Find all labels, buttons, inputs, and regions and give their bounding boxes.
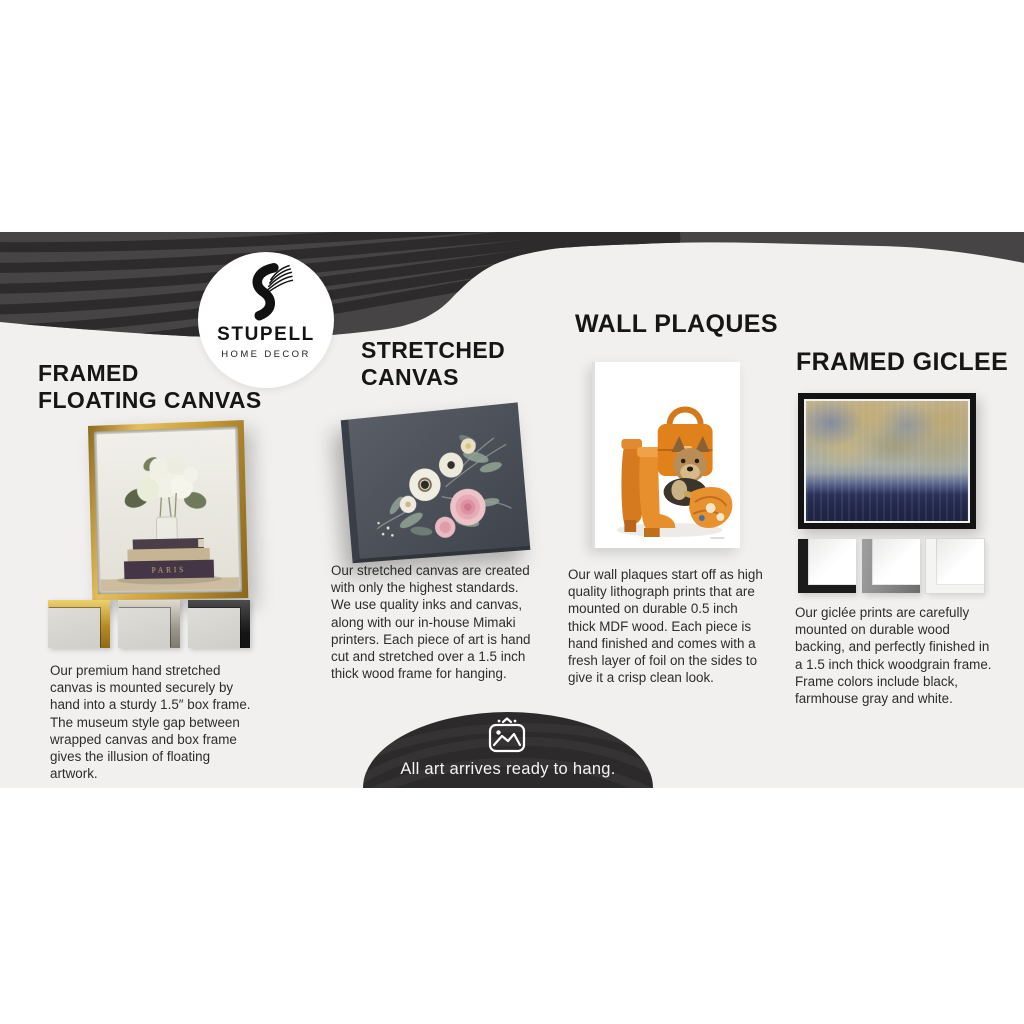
description-wall-plaques: Our wall plaques start off as high quality lithograph prints that are mounted on durable 0.5 inch thick MDF wood. Each piece is hand finished and comes with a fresh layer of foil on the sides to give it a crisp clean look. [568, 567, 763, 686]
description-framed-floating-canvas: Our premium hand stretched canvas is mounted securely by hand into a sturdy 1.5″ box frame. The museum style gap between wrapped canvas and box frame gives the illusion of floating artwork. [50, 663, 251, 782]
product-image-wall-plaque [592, 362, 740, 548]
heading-line: FLOATING CANVAS [38, 387, 262, 413]
hydrangea-artwork [97, 429, 239, 591]
footer-message: All art arrives ready to hang. [400, 760, 616, 778]
heading-line: CANVAS [361, 364, 459, 390]
swatch-black-frame [798, 539, 856, 593]
heading-line: FRAMED [38, 360, 139, 386]
product-image-stretched-canvas [341, 402, 531, 563]
swatch-champagne-frame [118, 600, 180, 648]
swatch-canvas [808, 539, 856, 585]
heading-framed-giclee [796, 349, 1008, 376]
swatch-canvas [936, 539, 984, 585]
swatch-farmhouse-gray-frame [862, 539, 920, 593]
swatch-canvas [118, 608, 170, 648]
swatch-canvas [188, 608, 240, 648]
swatch-canvas [48, 608, 100, 648]
swatch-white-frame [926, 539, 984, 593]
product-image-framed-giclee [798, 393, 976, 529]
floral-charcoal-artwork [348, 402, 530, 558]
giclee-frame-color-swatches [798, 539, 984, 593]
floating-frame-museum-gap [94, 426, 242, 594]
paris-book-label: PARIS [151, 564, 187, 575]
orange-fashion-artwork [595, 362, 740, 548]
brand-name: STUPELL [217, 324, 315, 345]
floating-frame-color-swatches [48, 600, 250, 648]
top-wave-band [0, 232, 1024, 350]
stupell-logo [198, 252, 334, 388]
description-stretched-canvas: Our stretched canvas are created with only the highest standards. We use quality inks and canvas, along with our in-house Mimaki printers. Each piece of art is hand cut and stretched over a 1.5 inch thick wood frame for hanging. [331, 563, 531, 682]
swatch-gold-frame [48, 600, 110, 648]
stupell-s-mark-icon [235, 261, 297, 323]
heading-line: WALL PLAQUES [575, 310, 778, 338]
heading-line: STRETCHED [361, 337, 506, 363]
heading-line: FRAMED GICLEE [796, 348, 1009, 376]
swatch-black-frame [188, 600, 250, 648]
product-image-framed-floating-canvas [88, 420, 248, 600]
swatch-canvas [872, 539, 920, 585]
description-framed-giclee: Our giclée prints are carefully mounted on durable wood backing, and perfectly finished in a 1.5 inch thick woodgrain frame. Frame colors include black, farmhouse gray and white. [795, 605, 992, 707]
heading-wall-plaques [575, 311, 778, 338]
abstract-giclee-artwork [804, 399, 970, 523]
heading-stretched-canvas [361, 337, 505, 391]
framed-picture-icon [486, 715, 528, 755]
brand-tagline: HOME DECOR [221, 349, 311, 360]
